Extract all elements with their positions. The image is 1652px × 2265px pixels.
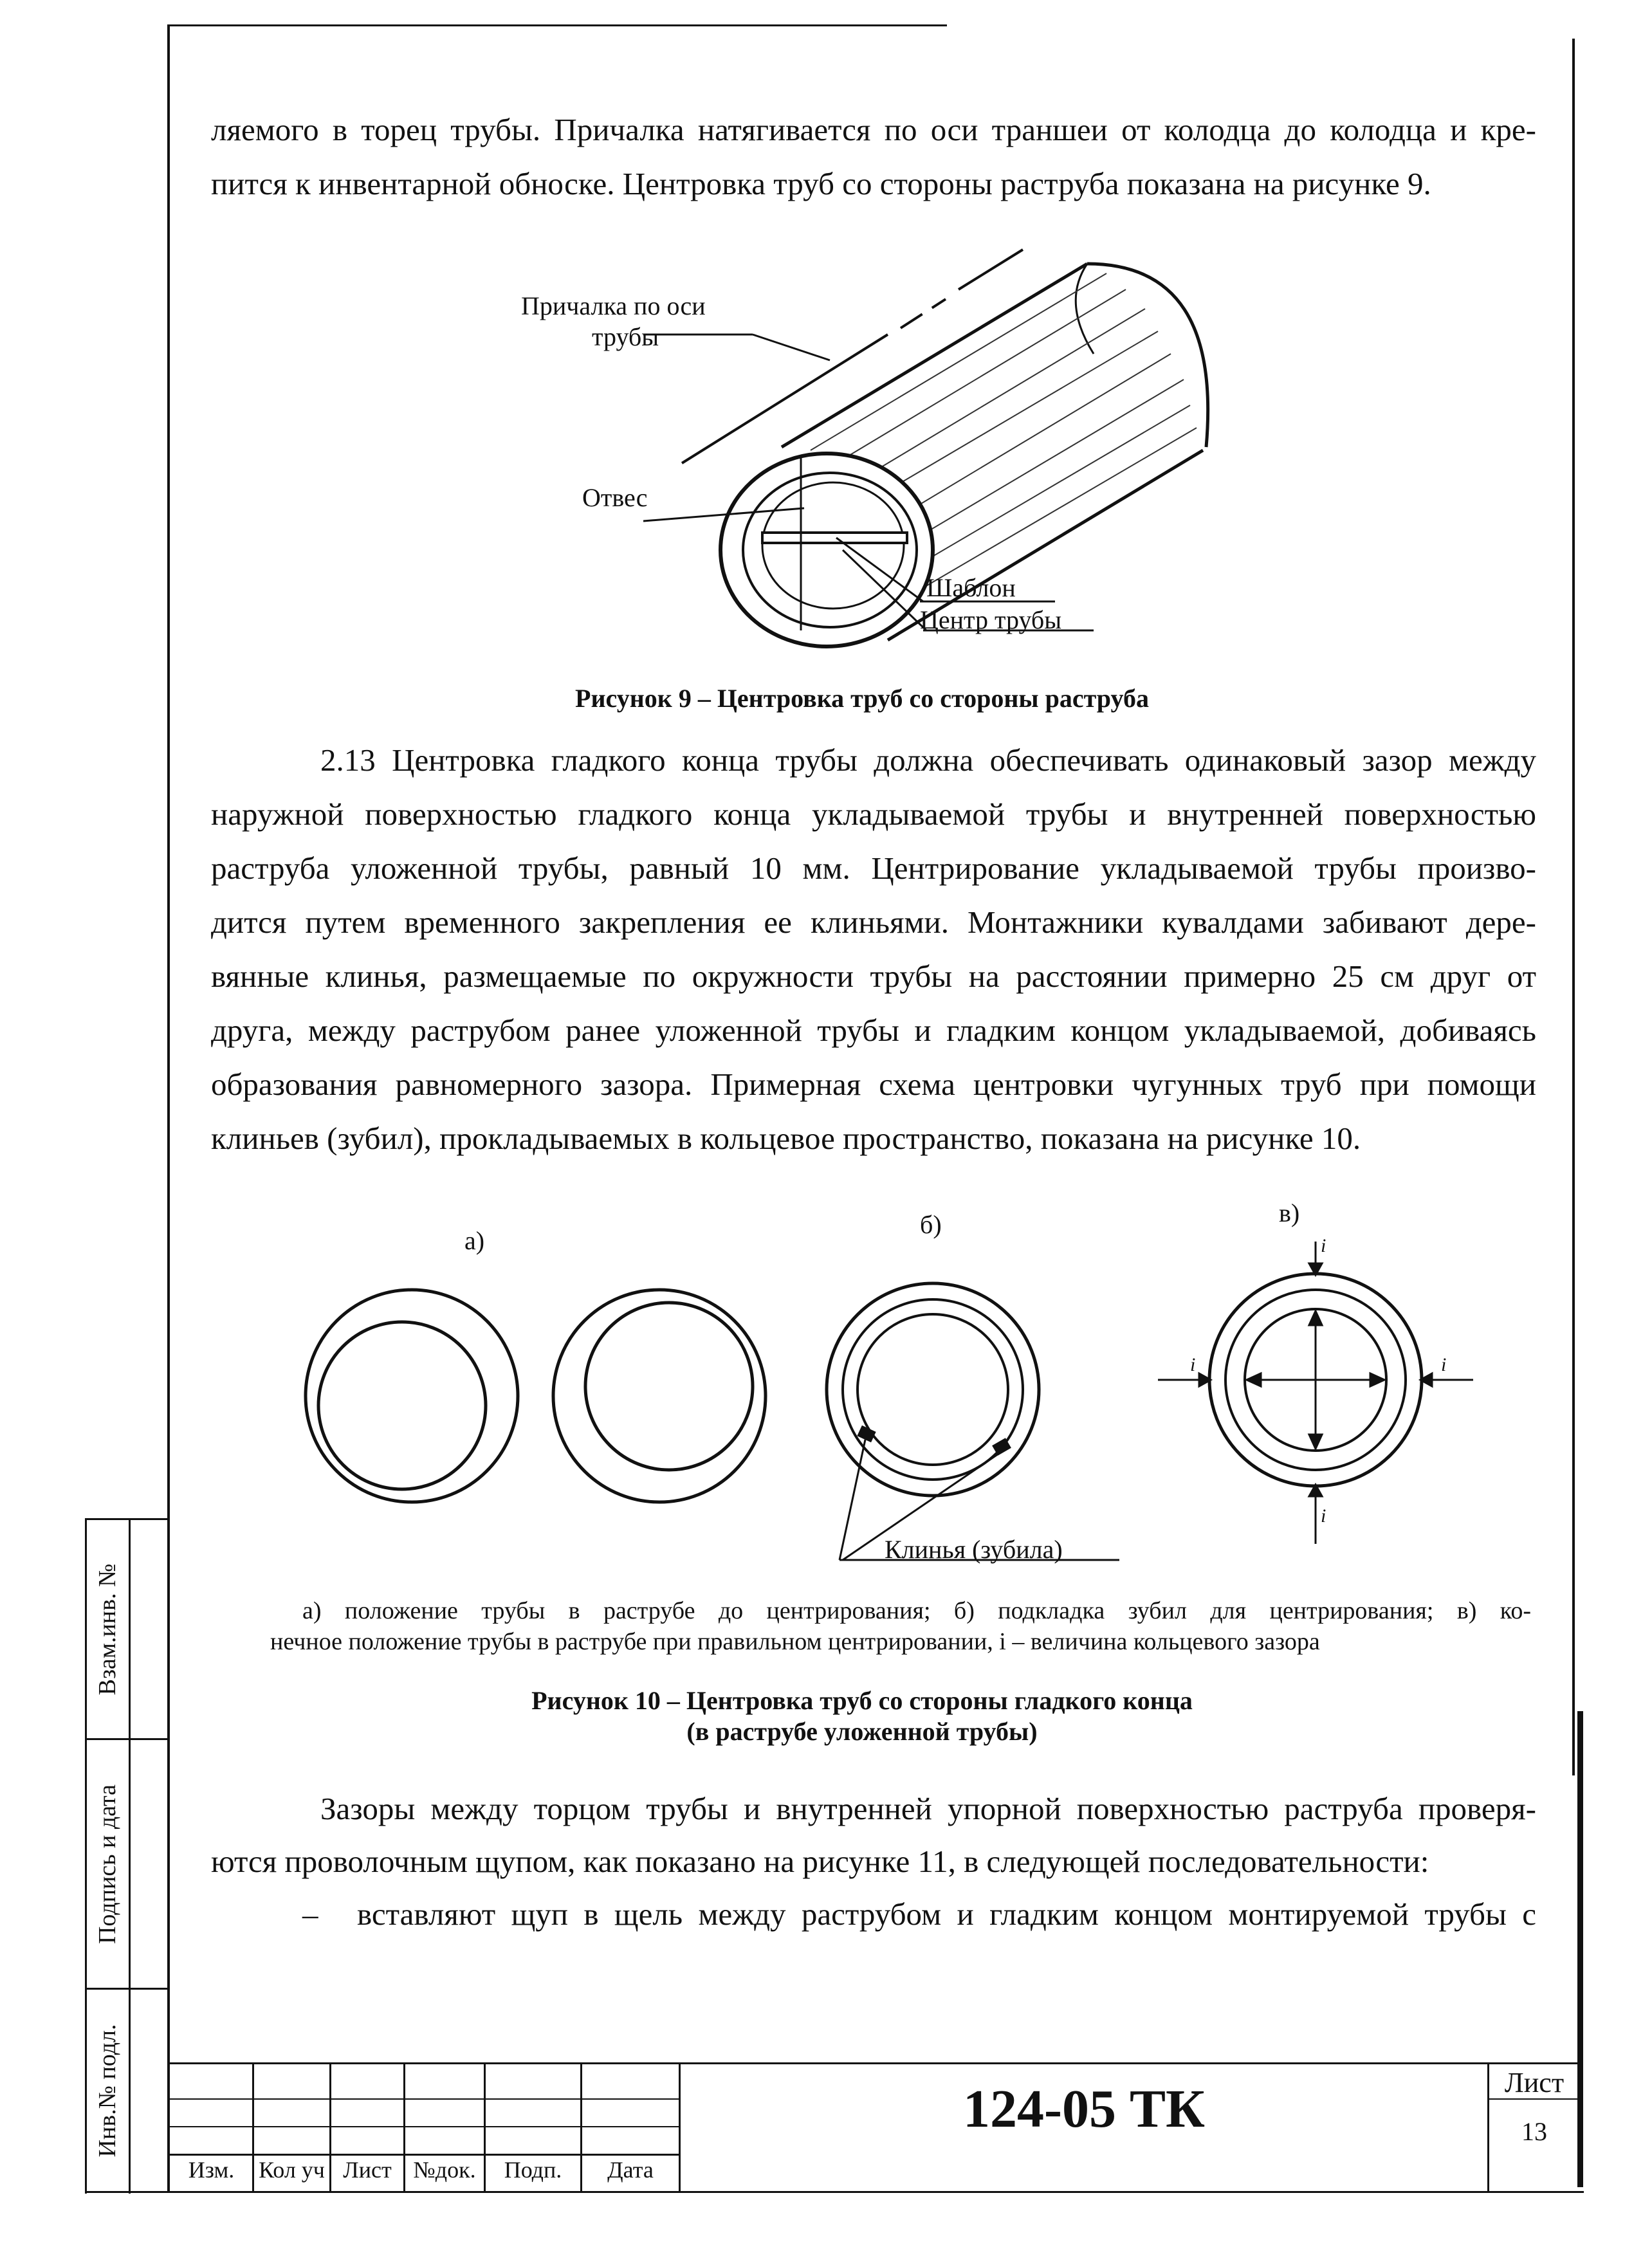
sheet-label: Лист [1504, 2067, 1565, 2098]
figure-10-label-a: а) [464, 1226, 485, 1255]
figure-9-caption: Рисунок 9 – Центровка труб со стороны раструба [575, 684, 1149, 713]
frame-right-thick [1577, 1711, 1583, 2187]
paragraph-1-line-2: пится к инвентарной обноске. Центровка труб со стороны раструба показана на рисунке 9. [211, 166, 1431, 201]
figure-10-note-line-1: а) положение трубы в раструбе до центрирования; б) подкладка зубил для центрирования; в) ко- [302, 1597, 1531, 1624]
figure-9-label-line: Причалка по оси [521, 291, 706, 320]
paragraph-2-line: клиньев (зубил), прокладываемых в кольцевое пространство, показана на рисунке 10. [211, 1121, 1361, 1156]
paragraph-3-line-1: Зазоры между торцом трубы и внутренней упорной поверхностью раструба проверя- [320, 1791, 1536, 1826]
figure-10-note [270, 1595, 1531, 1657]
paragraph-2-line: дится путем временного закрепления ее клиньями. Монтажники кувалдами забивают дере- [211, 904, 1536, 940]
title-block-top [169, 2062, 1577, 2064]
paragraph-1-line-1: ляемого в торец трубы. Причалка натягивается по оси траншеи от колодца до колодца и кре- [211, 112, 1536, 147]
figure-10-gap-bottom: i [1321, 1505, 1326, 1527]
paragraph-2-line: образования равномерного зазора. Примерная схема центровки чугунных труб при помощи [211, 1067, 1536, 1102]
title-block-col-izm: Изм. [188, 2157, 235, 2183]
figure-10-drawing [244, 1235, 1505, 1589]
figure-10-caption-line-1: Рисунок 10 – Центровка труб со стороны гладкого конца [531, 1686, 1193, 1715]
paragraph-2-line: наружной поверхностью гладкого конца укладываемой трубы и внутренней поверхностью [211, 796, 1536, 832]
paragraph-2-line: вянные клинья, размещаемые по окружности трубы на расстоянии примерно 25 см друг от [211, 958, 1536, 994]
title-block-row [169, 2126, 680, 2127]
title-block-col-ndok: №док. [413, 2157, 476, 2183]
figure-9-label-template: Шаблон [926, 573, 1016, 602]
side-stamp-inv-text: Инв.№ подл. [94, 2023, 121, 2158]
paragraph-2-line: раструба уложенной трубы, равный 10 мм. Центрирование укладываемой трубы произво- [211, 850, 1536, 886]
paragraph-4-line: вставляют щуп в щель между раструбом и гладким концом монтируемой трубы с [357, 1896, 1536, 1932]
frame-right [1572, 39, 1575, 1775]
figure-10-gap-left: i [1190, 1354, 1196, 1375]
title-block-col-data: Дата [607, 2157, 654, 2183]
figure-10-label-c: в) [1279, 1198, 1300, 1227]
side-stamp-inv [85, 1990, 130, 2191]
sheet-number: 13 [1521, 2117, 1547, 2146]
figure-10-label-b: б) [920, 1210, 942, 1239]
paragraph-3-line-2: ются проволочным щупом, как показано на рисунке 11, в следующей последовательности: [211, 1844, 1429, 1879]
paragraph-2-line: 2.13 Центровка гладкого конца трубы должна обеспечивать одинаковый зазор между [320, 742, 1536, 778]
frame-left [167, 24, 170, 2192]
figure-9-label-plumb: Отвес [582, 483, 648, 512]
document-code: 124-05 ТК [963, 2079, 1205, 2139]
paragraph-2 [211, 733, 1536, 1166]
figure-10-note-line-2: нечное положение трубы в раструбе при правильном центрировании, i – величина кольцевого зазора [270, 1628, 1320, 1655]
title-block-col-podp: Подп. [504, 2157, 562, 2183]
figure-10-caption-line-2: (в раструбе уложенной трубы) [686, 1717, 1038, 1746]
figure-10-label-wedges: Клинья (зубила) [885, 1535, 1063, 1564]
side-stamp-border [85, 2191, 1584, 2193]
figure-10-gap-top: i [1321, 1235, 1326, 1256]
figure-10-gap-right: i [1441, 1354, 1447, 1375]
title-block-col-list: Лист [343, 2157, 392, 2183]
title-block-col-kol: Кол уч [259, 2157, 325, 2183]
figure-9-label-center: Центр трубы [920, 605, 1062, 634]
figure-9-label-line-2: трубы [592, 322, 659, 351]
paragraph-2-line: друга, между раструбом ранее уложенной трубы и гладким концом укладываемой, добиваясь [211, 1013, 1536, 1048]
list-dash: – [302, 1896, 318, 1932]
side-stamp-podpis [85, 1740, 130, 1988]
side-stamp-podpis-text: Подпись и дата [94, 1784, 121, 1944]
title-block-row [169, 2098, 680, 2100]
frame-top [169, 24, 947, 26]
side-stamp-vzam [85, 1520, 130, 1738]
title-block-row [169, 2154, 680, 2156]
side-stamp-vzam-text: Взам.инв. № [94, 1563, 121, 1695]
